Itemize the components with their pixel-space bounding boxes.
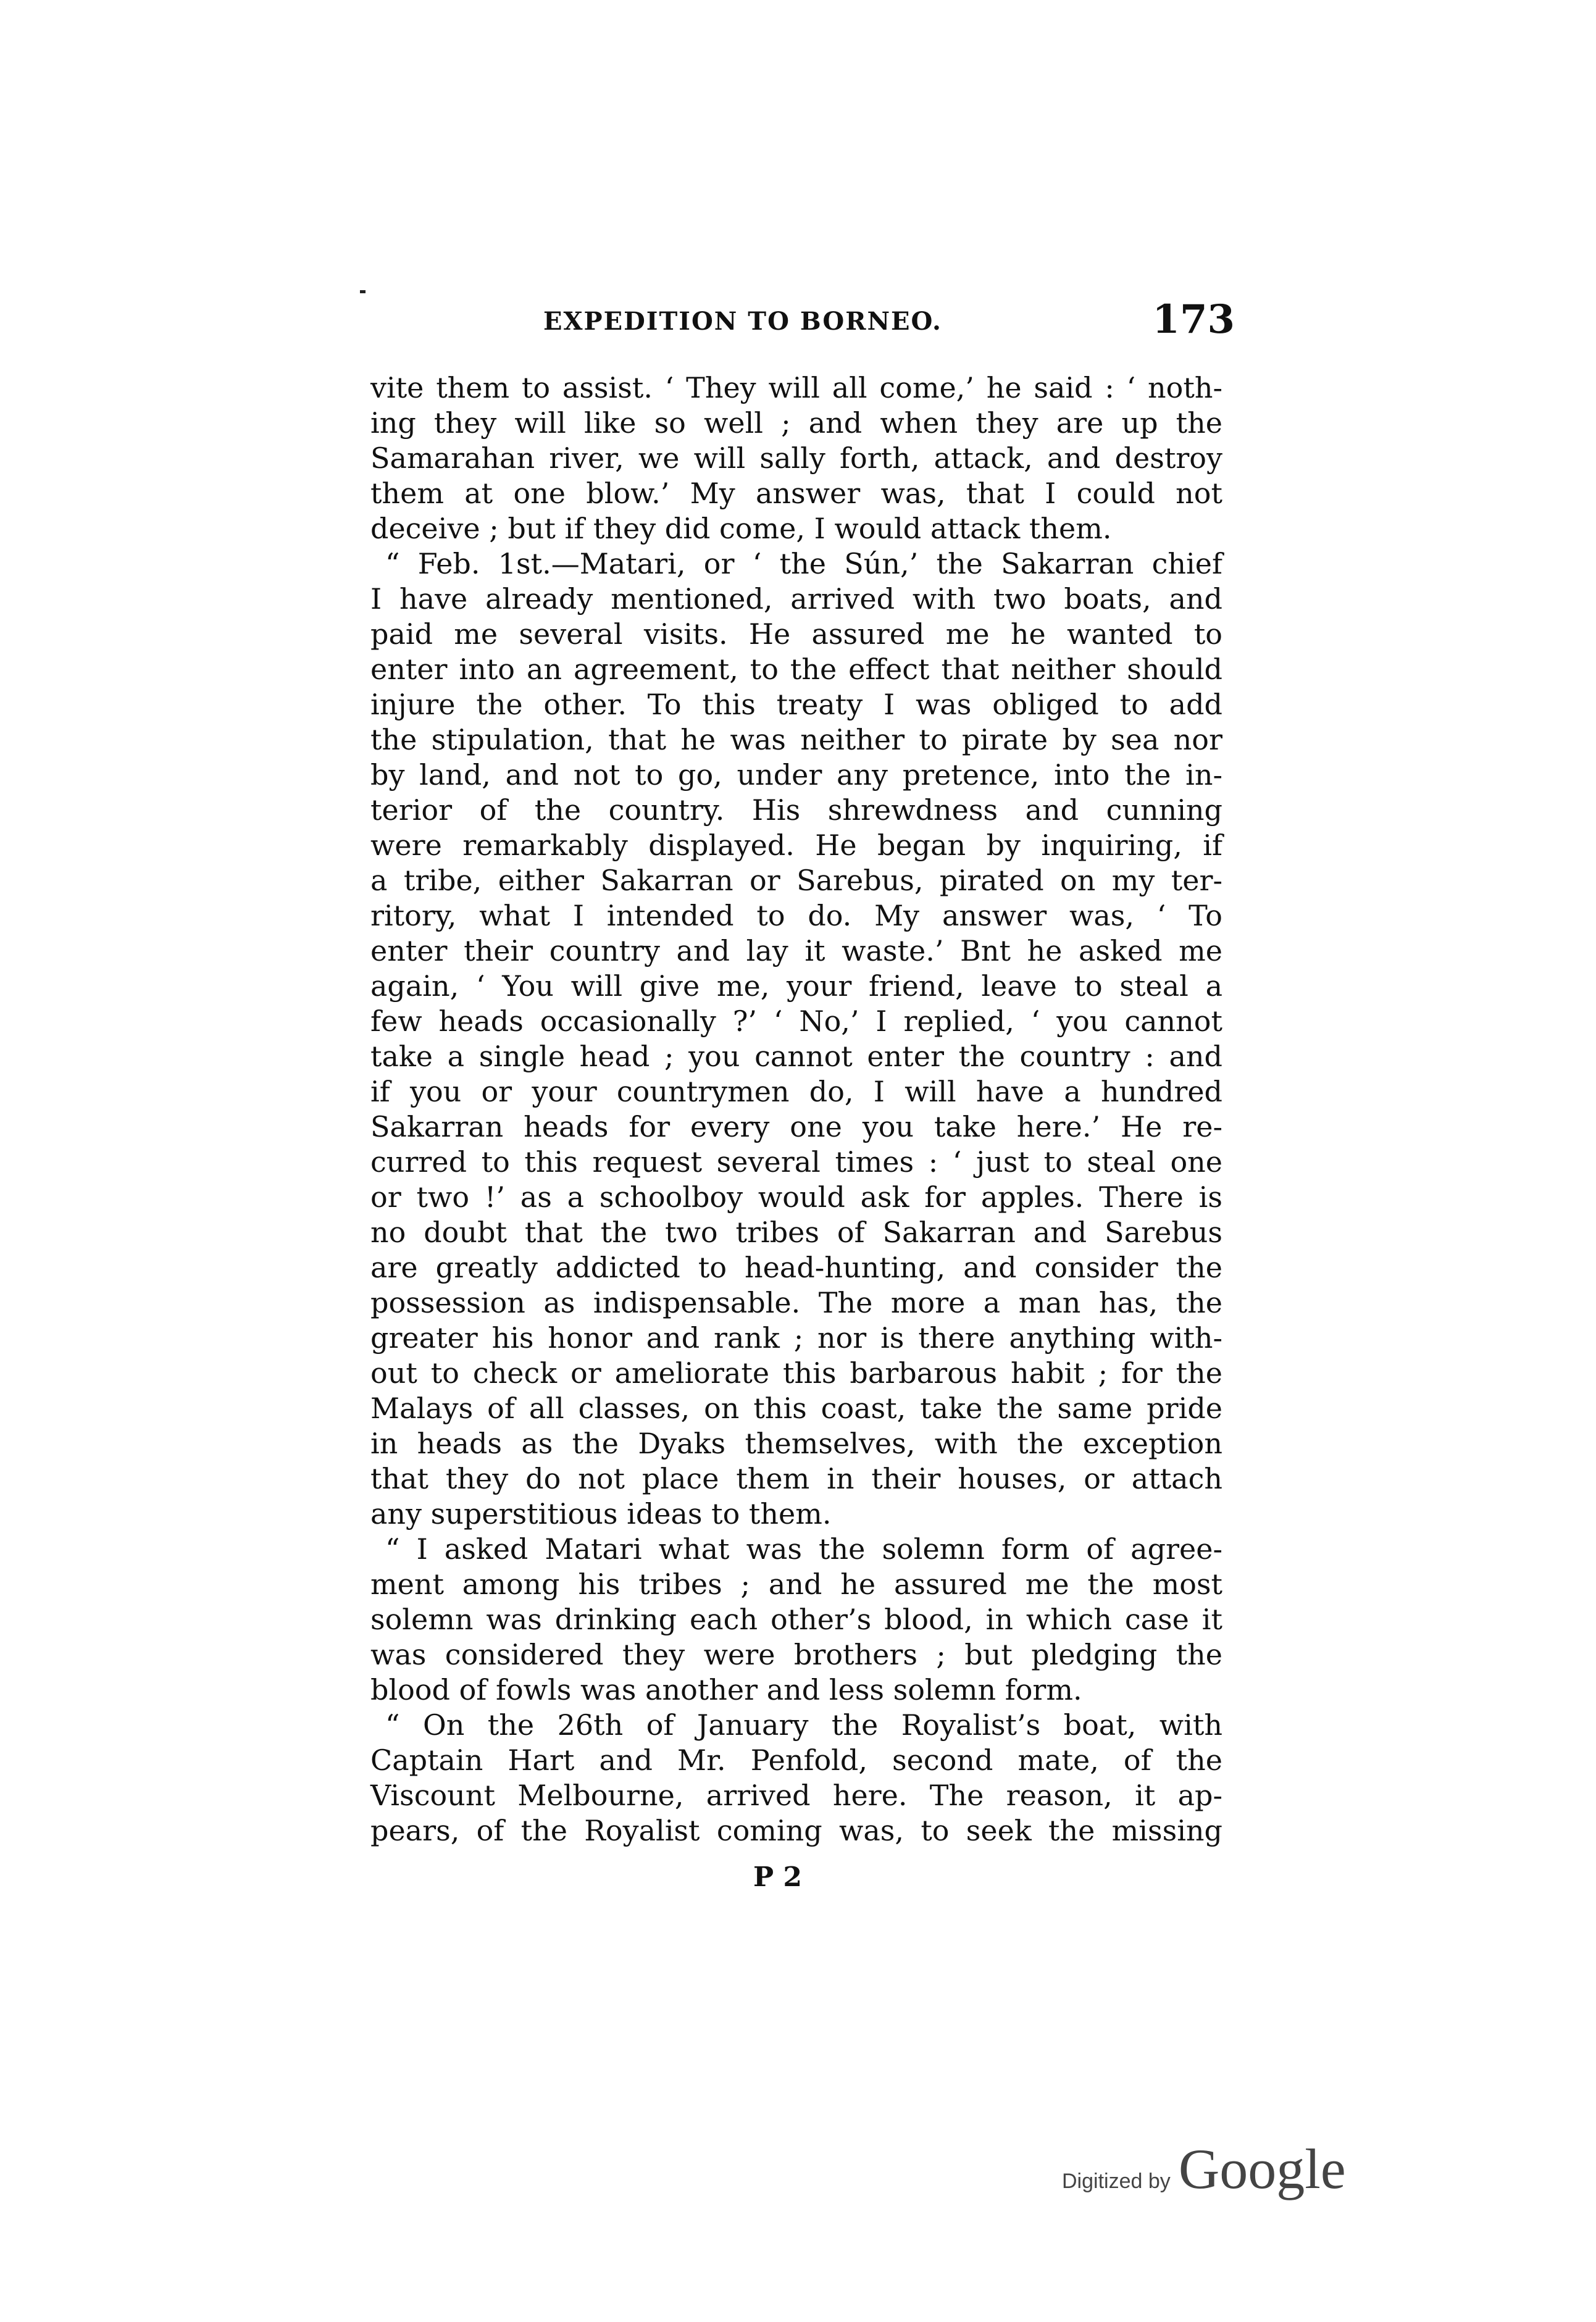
text-line: enter into an agreement, to the effect that neither should: [370, 653, 1222, 686]
text-line: “ Feb. 1st.—Matari, or ‘ the Sún,’ the Sakarran chief: [385, 547, 1222, 580]
digitized-by-label: Digitized by: [1062, 2170, 1171, 2193]
text-line: them at one blow.’ My answer was, that I could not: [370, 477, 1222, 510]
text-line: injure the other. To this treaty I was obliged to add: [370, 688, 1222, 721]
text-line: paid me several visits. He assured me he wanted to: [370, 617, 1222, 651]
text-line: curred to this request several times : ‘ just to steal one: [370, 1145, 1222, 1179]
text-line: or two !’ as a schoolboy would ask for apples. There is: [370, 1180, 1222, 1214]
text-line: vite them to assist. ‘ They will all come,’ he said : ‘ noth-: [370, 371, 1222, 404]
text-line: “ I asked Matari what was the solemn form of agree-: [385, 1532, 1222, 1566]
text-line: ing they will like so well ; and when they are up the: [370, 406, 1222, 440]
running-head: EXPEDITION TO BORNEO.: [543, 307, 942, 336]
text-line: few heads occasionally ?’ ‘ No,’ I replied, ‘ you cannot: [370, 1004, 1222, 1038]
text-line: if you or your countrymen do, I will have a hundred: [370, 1075, 1222, 1108]
text-line: again, ‘ You will give me, your friend, leave to steal a: [370, 969, 1222, 1003]
margin-mark: [360, 290, 366, 293]
google-watermark: [1062, 2136, 1346, 2210]
text-line: deceive ; but if they did come, I would attack them.: [370, 512, 1112, 545]
text-line: ment among his tribes ; and he assured me the most: [370, 1568, 1222, 1601]
text-line: that they do not place them in their houses, or attach: [370, 1462, 1222, 1495]
text-line: enter their country and lay it waste.’ Bnt he asked me: [370, 934, 1222, 967]
text-line: terior of the country. His shrewdness and cunning: [370, 793, 1222, 827]
text-line: Sakarran heads for every one you take here.’ He re-: [370, 1110, 1222, 1143]
text-line: Malays of all classes, on this coast, take the same pride: [370, 1392, 1222, 1425]
text-line: Samarahan river, we will sally forth, attack, and destroy: [370, 441, 1222, 475]
text-line: out to check or ameliorate this barbarous habit ; for the: [370, 1356, 1222, 1390]
text-line: are greatly addicted to head-hunting, and consider the: [370, 1251, 1222, 1284]
text-line: possession as indispensable. The more a man has, the: [370, 1286, 1222, 1319]
text-line: greater his honor and rank ; nor is there anything with-: [370, 1321, 1222, 1355]
text-line: were remarkably displayed. He began by inquiring, if: [370, 829, 1222, 862]
text-line: pears, of the Royalist coming was, to seek the missing: [370, 1814, 1222, 1847]
text-line: in heads as the Dyaks themselves, with the exception: [370, 1427, 1222, 1460]
body-text: [370, 370, 1222, 1848]
text-line: I have already mentioned, arrived with two boats, and: [370, 582, 1222, 616]
text-line: by land, and not to go, under any pretence, into the in-: [370, 758, 1222, 791]
signature-mark: P 2: [753, 1861, 803, 1893]
page-number: 173: [1152, 296, 1235, 343]
text-line: Captain Hart and Mr. Penfold, second mate, of the: [370, 1744, 1222, 1777]
text-line: Viscount Melbourne, arrived here. The reason, it ap-: [370, 1779, 1222, 1812]
text-line: the stipulation, that he was neither to pirate by sea nor: [370, 723, 1222, 756]
text-line: take a single head ; you cannot enter the country : and: [370, 1040, 1222, 1073]
page-header: [370, 293, 1235, 349]
text-line: any superstitious ideas to them.: [370, 1497, 832, 1531]
text-line: blood of fowls was another and less solemn form.: [370, 1673, 1082, 1706]
text-line: was considered they were brothers ; but pledging the: [370, 1638, 1222, 1671]
text-line: “ On the 26th of January the Royalist’s boat, with: [385, 1708, 1222, 1742]
text-line: a tribe, either Sakarran or Sarebus, pirated on my ter-: [370, 864, 1222, 897]
google-logo: Google: [1178, 2137, 1346, 2200]
text-line: ritory, what I intended to do. My answer was, ‘ To: [370, 899, 1222, 932]
text-line: no doubt that the two tribes of Sakarran and Sarebus: [370, 1216, 1222, 1249]
text-line: solemn was drinking each other’s blood, in which case it: [370, 1603, 1222, 1636]
